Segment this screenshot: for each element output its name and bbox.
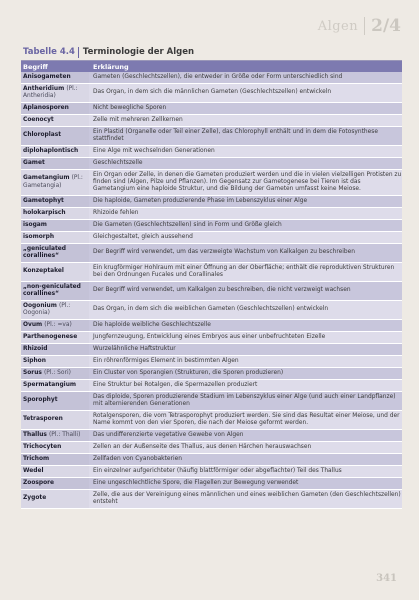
- explanation-cell: Zellen an der Außenseite des Thallus, aus denen Härchen herauswachsen: [93, 443, 312, 450]
- term-plural: (Pl.: Oogonia): [23, 302, 71, 316]
- terminology-table: [21, 44, 402, 509]
- term-text: isogam: [23, 221, 47, 228]
- term-cell: [21, 282, 89, 300]
- table-row: [21, 392, 402, 411]
- table-row: [21, 442, 402, 454]
- term-text: Sporophyt: [23, 397, 58, 404]
- explanation-cell: Das Organ, in dem sich die weiblichen Gameten (Geschlechtszellen) entwickeln: [93, 306, 329, 313]
- table-row: [21, 146, 402, 158]
- term-text: Thallus: [23, 431, 47, 438]
- term-cell: [21, 411, 89, 429]
- term-cell: [21, 368, 89, 379]
- term-plural: (Pl.: =va): [44, 321, 72, 328]
- table-row: [21, 127, 402, 146]
- term-text: isomorph: [23, 233, 55, 240]
- term-text: Antheridium: [23, 85, 65, 92]
- term-cell: [21, 466, 89, 477]
- explanation-cell: Gleichgestaltet, gleich aussehend: [93, 233, 193, 240]
- term-cell: [21, 430, 89, 441]
- explanation-cell: Gameten (Geschlechtszellen), die entweder in Größe oder Form unterschiedlich sind: [93, 73, 343, 80]
- explanation-cell: Zelle mit mehreren Zellkernen: [93, 116, 183, 123]
- explanation-cell: Eine Struktur bei Rotalgen, die Spermazellen produziert: [93, 381, 258, 388]
- table-row: [21, 208, 402, 220]
- table-row: [21, 430, 402, 442]
- table-title: Terminologie der Algen: [82, 47, 195, 57]
- table-row: [21, 196, 402, 208]
- term-text: Gamet: [23, 159, 45, 166]
- table-caption: [21, 44, 402, 61]
- table-row: [21, 344, 402, 356]
- table-row: [21, 232, 402, 244]
- explanation-cell: Eine ungeschlechtliche Spore, die Flagellen zur Bewegung verwendet: [93, 479, 299, 486]
- explanation-cell: Jungfernzeugung, Entwicklung eines Embryos aus einer unbefruchteten Eizelle: [93, 333, 326, 340]
- term-text: holokarpisch: [23, 209, 66, 216]
- explanation-cell: Ein einzelner aufgerichteter (häufig blattförmiger oder abgeflachter) Teil des Thallus: [93, 467, 342, 474]
- explanation-cell: Der Begriff wird verwendet, um Kalkalgen zu beschreiben, die nicht verzweigt wachsen: [93, 287, 351, 294]
- table-row: [21, 220, 402, 232]
- term-plural: (Pl.: Gametangia): [23, 175, 83, 189]
- table-row: [21, 356, 402, 368]
- table-row: [21, 115, 402, 127]
- term-text: Rhizoid: [23, 345, 48, 352]
- term-cell: [21, 84, 89, 102]
- table-row: [21, 244, 402, 263]
- explanation-cell: Die haploide weibliche Geschlechtszelle: [93, 321, 211, 328]
- term-cell: [21, 478, 89, 489]
- section-page-ref: 2/4: [371, 16, 401, 36]
- table-row: [21, 368, 402, 380]
- column-header-explanation: Erklärung: [93, 62, 129, 71]
- term-text: Parthenogenese: [23, 333, 78, 340]
- term-cell: [21, 220, 89, 231]
- table-row: [21, 490, 402, 509]
- table-row: [21, 301, 402, 320]
- term-text: Spermatangium: [23, 381, 77, 388]
- term-text: Zoospore: [23, 479, 55, 486]
- term-text: Oogonium: [23, 302, 57, 309]
- explanation-cell: Ein Plastid (Organelle oder Teil einer Zelle), das Chlorophyll enthält und in dem die Fotosynthese stattfindet: [93, 128, 378, 142]
- explanation-cell: Ein Cluster von Sporangien (Strukturen, die Sporen produzieren): [93, 369, 284, 376]
- table-row: [21, 263, 402, 282]
- table-row: [21, 282, 402, 301]
- explanation-cell: Ein krugförmiger Hohlraum mit einer Öffnung an der Oberfläche; enthält die reproduktiven Strukturen bei den Ordnungen Fucales und Corallinales: [93, 264, 395, 278]
- term-cell: [21, 320, 89, 331]
- term-text: „non-geniculated corallines“: [23, 283, 81, 297]
- term-cell: [21, 490, 89, 508]
- term-text: Tetrasporen: [23, 416, 63, 423]
- table-row: [21, 411, 402, 430]
- explanation-cell: Rotalgensporen, die vom Tetrasporophyt produziert werden. Sie sind das Resultat einer Meiose, und der Name kommt von den vier Sporen, die nach der Meiose geformt werden.: [93, 412, 400, 426]
- column-header-term: Begriff: [23, 62, 48, 71]
- explanation-cell: Die Gameten (Geschlechtszellen) sind in Form und Größe gleich: [93, 221, 282, 228]
- table-row: [21, 466, 402, 478]
- explanation-cell: Zellfaden von Cyanobakterien: [93, 455, 182, 462]
- table-row: [21, 332, 402, 344]
- explanation-cell: Wurzelähnliche Haftstruktur: [93, 345, 176, 352]
- table-row: [21, 380, 402, 392]
- term-cell: [21, 356, 89, 367]
- term-text: Sorus: [23, 369, 42, 376]
- explanation-cell: Geschlechtszelle: [93, 159, 143, 166]
- term-cell: [21, 232, 89, 243]
- term-plural: (Pl.: Thalli): [49, 431, 81, 438]
- term-cell: [21, 115, 89, 126]
- table-row: [21, 84, 402, 103]
- term-cell: [21, 392, 89, 410]
- term-cell: [21, 127, 89, 145]
- explanation-cell: Ein Organ oder Zelle, in denen die Gameten produziert werden und die in vielen vielzelligen Protisten zu finden sind (Algen, Pilze und Pflanzen). Im Gegensatz zur Gametogenese bei Tieren ist das Gametangium eine haploide Struktur, und die Bildung der Gameten umfasst keine Meiose.: [93, 171, 402, 193]
- explanation-cell: Das undifferenzierte vegetative Gewebe von Algen: [93, 431, 244, 438]
- explanation-cell: Ein röhrenförmiges Element in bestimmten Algen: [93, 357, 239, 364]
- term-cell: [21, 344, 89, 355]
- term-cell: [21, 263, 89, 281]
- term-text: Coenocyt: [23, 116, 54, 123]
- term-text: Aplanosporen: [23, 104, 69, 111]
- term-cell: [21, 72, 89, 83]
- term-cell: [21, 196, 89, 207]
- explanation-cell: Rhizoide fehlen: [93, 209, 139, 216]
- table-header-row: [21, 61, 402, 72]
- term-text: diplohaplontisch: [23, 147, 79, 154]
- term-text: Wedel: [23, 467, 44, 474]
- term-text: Anisogameten: [23, 73, 71, 80]
- table-row: [21, 103, 402, 115]
- explanation-cell: Das Organ, in dem sich die männlichen Gameten (Geschlechtszellen) entwickeln: [93, 89, 332, 96]
- table-number: Tabelle 4.4: [23, 47, 75, 57]
- term-text: Ovum: [23, 321, 43, 328]
- term-text: Gametophyt: [23, 197, 64, 204]
- explanation-cell: Nicht bewegliche Sporen: [93, 104, 167, 111]
- section-title: Algen: [317, 18, 359, 34]
- term-plural: (Pl.: Antheridia): [23, 85, 78, 99]
- term-cell: [21, 301, 89, 319]
- table-row: [21, 454, 402, 466]
- table-row: [21, 320, 402, 332]
- term-plural: (Pl.: Sori): [43, 369, 71, 376]
- table-row: [21, 72, 402, 84]
- table-row: [21, 478, 402, 490]
- term-cell: [21, 442, 89, 453]
- term-text: Siphon: [23, 357, 46, 364]
- explanation-cell: Die haploide, Gameten produzierende Phase im Lebenszyklus einer Alge: [93, 197, 308, 204]
- table-row: [21, 158, 402, 170]
- term-cell: [21, 146, 89, 157]
- running-header: [318, 16, 401, 36]
- header-divider: [364, 17, 365, 35]
- term-text: Konzeptakel: [23, 268, 64, 275]
- explanation-cell: Der Begriff wird verwendet, um das verzweigte Wachstum von Kalkalgen zu beschreiben: [93, 249, 355, 256]
- term-cell: [21, 103, 89, 114]
- term-text: Gametangium: [23, 175, 70, 182]
- term-text: Trichocyten: [23, 443, 62, 450]
- term-text: Zygote: [23, 495, 47, 502]
- table-body: [21, 72, 402, 509]
- term-cell: [21, 454, 89, 465]
- page-number: 341: [376, 573, 397, 584]
- explanation-cell: Eine Alge mit wechselnden Generationen: [93, 147, 215, 154]
- term-text: „geniculated corallines“: [23, 245, 67, 259]
- term-cell: [21, 208, 89, 219]
- term-text: Trichom: [23, 455, 50, 462]
- term-text: Chloroplast: [23, 132, 62, 139]
- explanation-cell: Das diploide, Sporen produzierende Stadium im Lebenszyklus einer Alge (und auch einer Landpflanze) mit alternierenden Generationen: [93, 393, 396, 407]
- term-cell: [21, 380, 89, 391]
- term-cell: [21, 158, 89, 169]
- table-row: [21, 170, 402, 196]
- term-cell: [21, 332, 89, 343]
- term-cell: [21, 170, 89, 195]
- explanation-cell: Zelle, die aus der Vereinigung eines männlichen und eines weiblichen Gameten (den Geschlechtszellen) entsteht: [93, 491, 401, 505]
- caption-divider: [78, 47, 79, 58]
- term-cell: [21, 244, 89, 262]
